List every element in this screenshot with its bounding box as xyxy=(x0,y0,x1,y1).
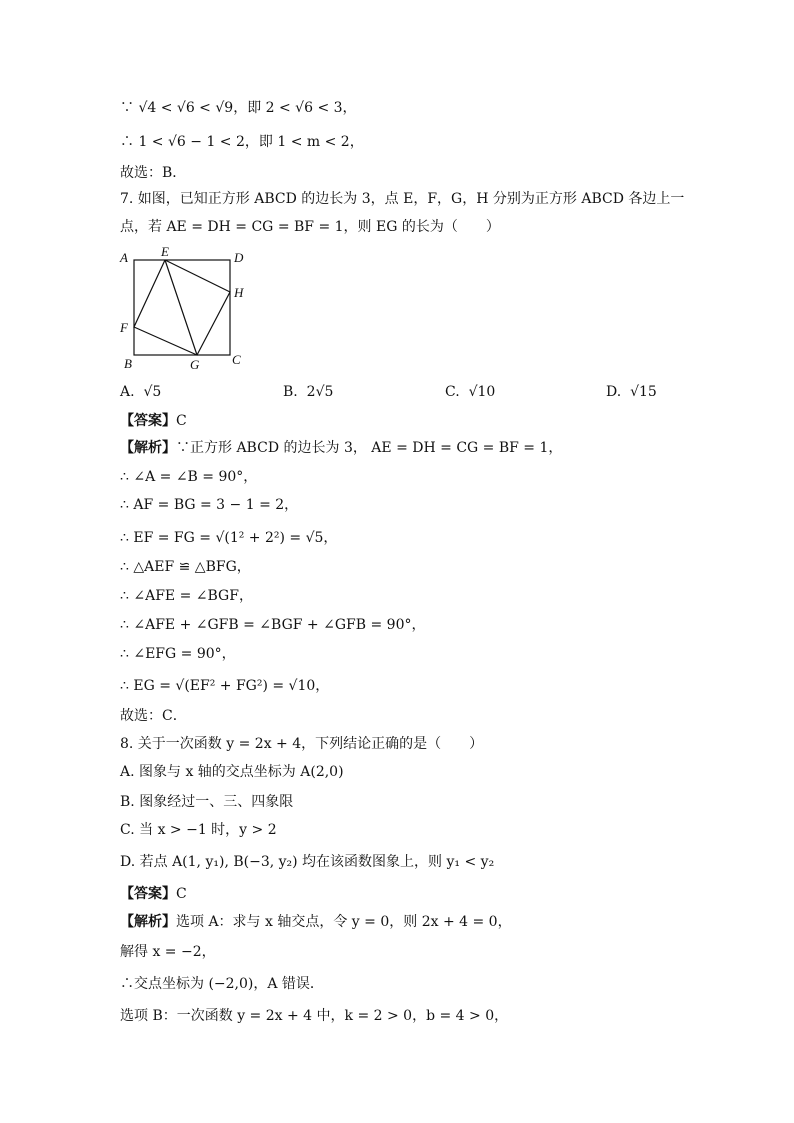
question-8-stem: 8. 关于一次函数 y = 2x + 4，下列结论正确的是（ ） xyxy=(120,736,484,752)
analysis-line: ∴ ∠AFE + ∠GFB = ∠BGF + ∠GFB = 90°， xyxy=(120,617,426,633)
label-b: B xyxy=(124,356,132,371)
option-b: B. 2√5 xyxy=(283,384,334,400)
analysis-line: ∴ AF = BG = 3 − 1 = 2， xyxy=(120,497,299,513)
solution-line: 故选：B． xyxy=(120,165,187,181)
option-c: C. 当 x > −1 时，y > 2 xyxy=(120,822,277,838)
option-a: A. 图象与 x 轴的交点坐标为 A(2,0) xyxy=(120,764,344,780)
analysis-line: ∴ ∠A = ∠B = 90°， xyxy=(120,469,258,485)
analysis-line: ∴交点坐标为 (−2,0)，A 错误． xyxy=(120,976,324,992)
option-a: A. √5 xyxy=(120,384,162,400)
option-c: C. √10 xyxy=(445,384,496,400)
question-7-stem: 点，若 AE = DH = CG = BF = 1，则 EG 的长为（ ） xyxy=(120,219,500,235)
analysis-line: ∴ ∠EFG = 90°， xyxy=(120,646,236,662)
label-g: G xyxy=(190,357,200,372)
analysis-line: ∴ ∠AFE = ∠BGF， xyxy=(120,588,253,604)
inner-quadrilateral xyxy=(134,260,230,355)
option-d: D. √15 xyxy=(606,384,657,400)
analysis-line: 【解析】∵正方形 ABCD 的边长为 3， AE = DH = CG = BF = 1， xyxy=(120,440,563,456)
label-h: H xyxy=(234,285,244,300)
label-d: D xyxy=(234,250,244,265)
answer-line: 【答案】C xyxy=(120,886,187,902)
label-e: E xyxy=(161,244,169,259)
analysis-line: 解得 x = −2， xyxy=(120,944,216,960)
label-a: A xyxy=(120,250,128,265)
analysis-line: ∴ △AEF ≌ △BFG， xyxy=(120,559,251,575)
option-b: B. 图象经过一、三、四象限 xyxy=(120,794,294,810)
square-abcd xyxy=(134,260,230,355)
analysis-line: ∴ EF = FG = √(1² + 2²) = √5， xyxy=(120,530,338,546)
analysis-line: ∴ EG = √(EF² + FG²) = √10， xyxy=(120,678,330,694)
solution-line: ∵ √4 < √6 < √9，即 2 < √6 < 3， xyxy=(120,100,357,116)
option-d: D. 若点 A(1, y₁), B(−3, y₂) 均在该函数图象上，则 y₁ < y₂ xyxy=(120,854,495,870)
solution-line: ∴ 1 < √6 − 1 < 2，即 1 < m < 2， xyxy=(120,134,364,150)
analysis-line: 【解析】选项 A：求与 x 轴交点，令 y = 0，则 2x + 4 = 0， xyxy=(120,914,512,930)
answer-line: 【答案】C xyxy=(120,413,187,429)
analysis-line: 选项 B：一次函数 y = 2x + 4 中，k = 2 > 0，b = 4 > 0， xyxy=(120,1008,509,1024)
square-figure xyxy=(116,240,256,372)
segment-eg xyxy=(165,260,197,355)
label-f: F xyxy=(120,320,128,335)
label-c: C xyxy=(232,352,241,367)
question-7-stem: 7. 如图，已知正方形 ABCD 的边长为 3，点 E，F，G，H 分别为正方形 ABCD 各边上一 xyxy=(120,191,685,207)
analysis-line: 故选：C． xyxy=(120,708,187,724)
